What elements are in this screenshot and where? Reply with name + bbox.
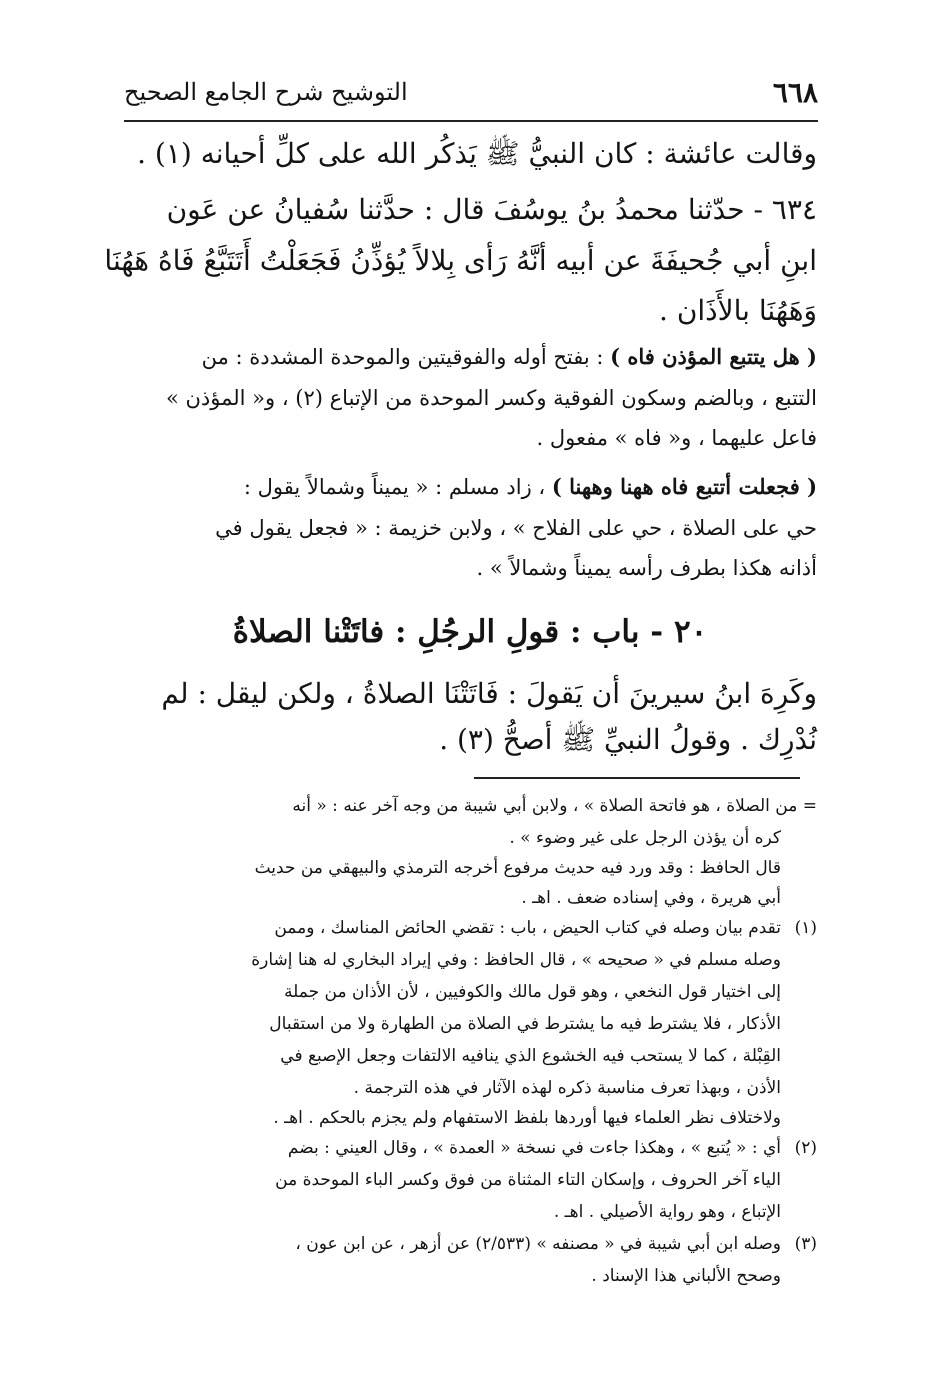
footnote-separator xyxy=(474,777,800,779)
footnote-number: (٢) xyxy=(794,1138,817,1158)
header-rule xyxy=(124,120,818,122)
footnote-line: الياء آخر الحروف ، وإسكان التاء المثناة من فوق وكسر الباء الموحدة من xyxy=(275,1170,781,1190)
footnote-line: ولاختلاف نظر العلماء فيها أوردها بلفظ الاستفهام ولم يجزم بالحكم . اهـ . xyxy=(273,1108,781,1128)
footnote-2 xyxy=(288,1140,817,1157)
footnote-line: الإتباع ، وهو رواية الأصيلي . اهـ . xyxy=(553,1202,781,1222)
hadith-intro: وقالت عائشة : كان النبيُّ ﷺ يَذكُر الله على كلِّ أحيانه (١) . xyxy=(137,137,817,170)
chapter-line: وكَرِهَ ابنُ سيرينَ أن يَقولَ : فَاتَتْنَا الصلاةُ ، ولكن ليقل : لم xyxy=(161,677,817,710)
footnote-line: قال الحافظ : وقد ورد فيه حديث مرفوع أخرجه الترمذي والبيهقي من حديث xyxy=(254,858,781,878)
footnote-line: وصله مسلم في « صحيحه » ، قال الحافظ : وفي إيراد البخاري له هنا إشارة xyxy=(251,950,781,970)
page-header xyxy=(124,76,818,116)
footnote-line: الأذن ، وبهذا تعرف مناسبة ذكره لهذه الآثار في هذه الترجمة . xyxy=(353,1078,781,1098)
footnote-1 xyxy=(274,920,817,937)
hadith-line: ابنِ أبي جُحيفَةَ عن أبيه أنَّهُ رَأى بِلالاً يُؤذِّنُ فَجَعَلْتُ أَتَتَبَّعُ فَاهُ هَهُنَا xyxy=(104,244,817,277)
footnote-line: الأذكار ، فلا يشترط فيه ما يشترط في الصلاة من الطهارة ولا من استقبال xyxy=(269,1014,781,1034)
commentary-line: حي على الصلاة ، حي على الفلاح » ، ولابن خزيمة : « فجعل يقول في xyxy=(215,516,817,540)
footnote-number: (١) xyxy=(794,918,817,938)
hadith-line: وَهَهُنَا بالأَذَان . xyxy=(659,294,817,327)
commentary-line xyxy=(244,476,817,498)
footnote-line: القِبْلة ، كما لا يستحب فيه الخشوع الذي ينافيه الالتفات وجعل الإصبع في xyxy=(280,1046,781,1066)
footnote-line: تقدم بيان وصله في كتاب الحيض ، باب : تقضي الحائض المناسك ، وممن xyxy=(274,918,781,938)
footnote-3 xyxy=(295,1236,817,1253)
chapter-heading: ٢٠ - باب : قولِ الرجُلِ : فاتَتْنا الصلاةُ xyxy=(232,614,708,650)
page-number: ٦٦٨ xyxy=(772,76,818,109)
hadith-line: ٦٣٤ - حدّثنا محمدُ بنُ يوسُفَ قال : حدَّثنا سُفيانُ عن عَون xyxy=(166,193,817,226)
commentary-line: التتبع ، وبالضم وسكون الفوقية وكسر الموحدة من الإتباع (٢) ، و« المؤذن » xyxy=(165,386,817,410)
footnote-line: إلى اختيار قول النخعي ، وهو قول مالك والكوفيين ، لأن الأذان من جملة xyxy=(284,982,781,1002)
footnote-line: أي : « يُتبع » ، وهكذا جاءت في نسخة « العمدة » ، وقال العيني : بضم xyxy=(287,1138,781,1158)
commentary-line: فاعل عليهما ، و« فاه » مفعول . xyxy=(536,426,817,450)
commentary-text: ، زاد مسلم : « يميناً وشمالاً يقول : xyxy=(243,475,552,499)
commentary-line: أذانه هكذا بطرف رأسه يميناً وشمالاً » . xyxy=(476,556,817,580)
chapter-line: نُدْرِك . وقولُ النبيِّ ﷺ أصحُّ (٣) . xyxy=(439,723,817,756)
commentary-lemma: ( هل يتتبع المؤذن فاه ) xyxy=(610,344,817,369)
commentary-text: : بفتح أوله والفوقيتين والموحدة المشددة : من xyxy=(201,345,611,369)
commentary-lemma: ( فجعلت أتتبع فاه ههنا وههنا ) xyxy=(551,474,817,499)
footnote-line: كره أن يؤذن الرجل على غير وضوء » . xyxy=(509,828,781,848)
commentary-line xyxy=(202,346,817,368)
footnote-line: = من الصلاة ، هو فاتحة الصلاة » ، ولابن أبي شيبة من وجه آخر عنه : « أنه xyxy=(292,796,817,816)
footnote-line: أبي هريرة ، وفي إسناده ضعف . اهـ . xyxy=(521,888,781,908)
footnote-line: وصحح الألباني هذا الإسناد . xyxy=(591,1266,781,1286)
footnote-number: (٣) xyxy=(794,1234,817,1254)
running-title: التوشيح شرح الجامع الصحيح xyxy=(124,78,408,106)
footnote-line: وصله ابن أبي شيبة في « مصنفه » (٢/٥٣٣) عن أزهر ، عن ابن عون ، xyxy=(295,1234,781,1254)
